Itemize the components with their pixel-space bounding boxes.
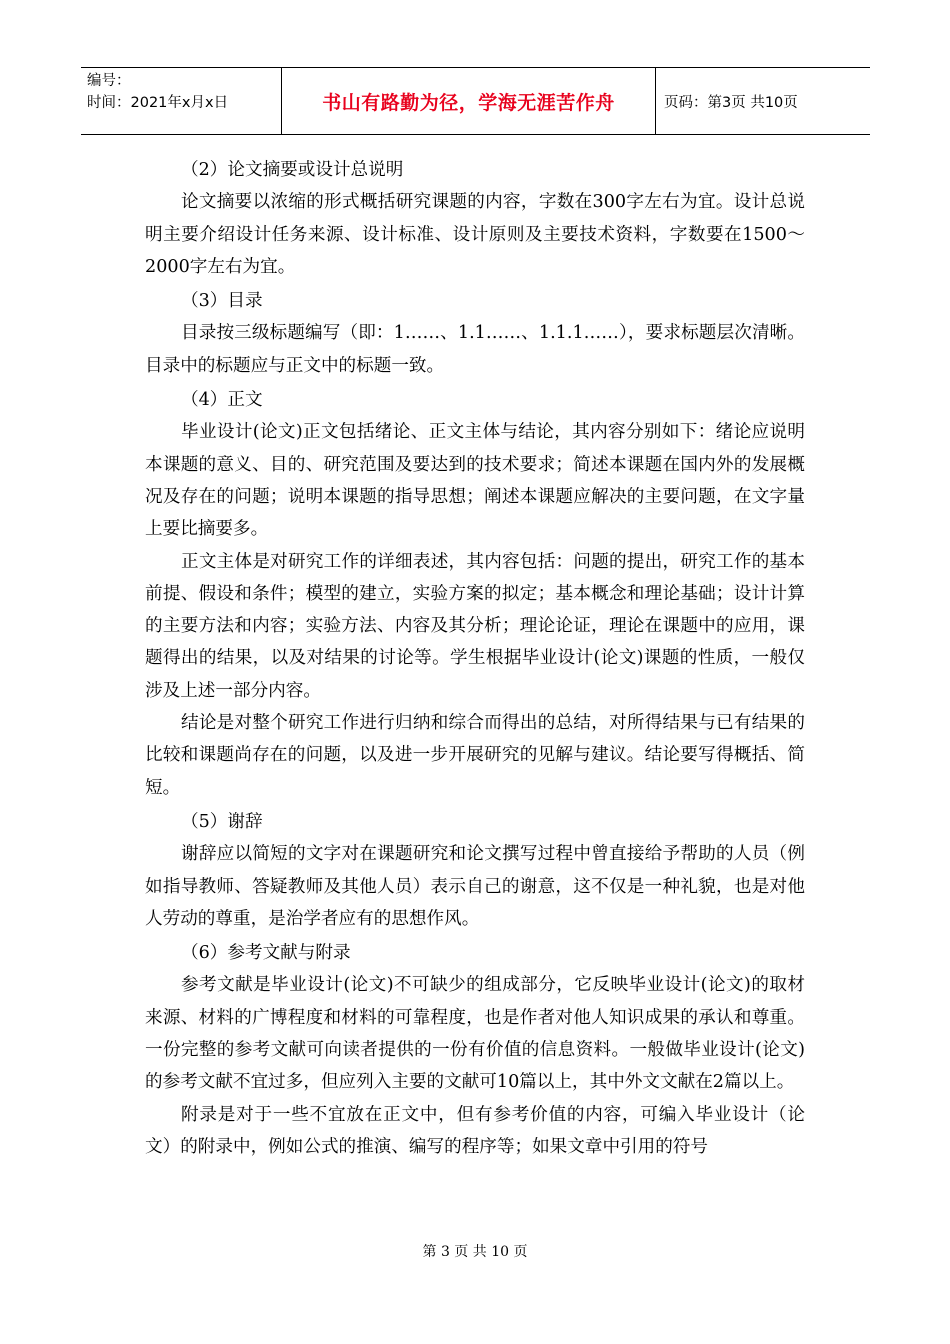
doc-number-label: 编号： (87, 73, 131, 89)
body-paragraph: 目录按三级标题编写（即：1……、1.1……、1.1.1……），要求标题层次清晰。目录中的标题应与正文中的标题一致。 (145, 323, 805, 376)
body-paragraph: 结论是对整个研究工作进行归纳和综合而得出的总结，对所得结果与已有结果的比较和课题尚存在的问题，以及进一步开展研究的见解与建议。结论要写得概括、简短。 (145, 713, 805, 798)
body-paragraph: 正文主体是对研究工作的详细表述，其内容包括：问题的提出，研究工作的基本前提、假设和条件；模型的建立，实验方案的拟定；基本概念和理论基础；设计计算的主要方法和内容；实验方法、内容及其分析；理论论证，理论在课题中的应用，课题得出的结果，以及对结果的讨论等。学生根据毕业设计(论文)课题的性质，一般仅涉及上述一部分内容。 (145, 551, 805, 701)
header-motto-cell (282, 68, 656, 134)
page-footer (0, 1241, 950, 1261)
body-paragraph: 论文摘要以浓缩的形式概括研究课题的内容，字数在300字左右为宜。设计总说明主要介绍设计任务来源、设计标准、设计原则及主要技术资料，字数要在1500～2000字左右为宜。 (145, 192, 805, 277)
page-header (81, 67, 870, 135)
body-paragraph: 参考文献是毕业设计(论文)不可缺少的组成部分，它反映毕业设计(论文)的取材来源、材料的广博程度和材料的可靠程度，也是作者对他人知识成果的承认和尊重。一份完整的参考文献可向读者提供的一份有价值的信息资料。一般做毕业设计(论文)的参考文献不宜过多，但应列入主要的文献可10篇以上，其中外文文献在2篇以上。 (145, 975, 805, 1093)
header-meta (81, 68, 282, 134)
doc-time-label: 时间：2021年x月x日 (87, 95, 229, 111)
section-heading: （3）目录 (181, 291, 263, 312)
section-heading: （5）谢辞 (181, 811, 263, 832)
footer-page-number: 第 3 页 共 10 页 (422, 1244, 528, 1260)
section-heading: （2）论文摘要或设计总说明 (181, 160, 404, 180)
body-paragraph: 附录是对于一些不宜放在正文中，但有参考价值的内容，可编入毕业设计（论文）的附录中，例如公式的推演、编写的程序等；如果文章中引用的符号 (145, 1104, 805, 1157)
document-body (145, 152, 805, 1163)
body-paragraph: 谢辞应以简短的文字对在课题研究和论文撰写过程中曾直接给予帮助的人员（例如指导教师、答疑教师及其他人员）表示自己的谢意，这不仅是一种礼貌，也是对他人劳动的尊重，是治学者应有的思想作风。 (145, 844, 805, 929)
body-paragraph: 毕业设计(论文)正文包括绪论、正文主体与结论，其内容分别如下：绪论应说明本课题的意义、目的、研究范围及要达到的技术要求；简述本课题在国内外的发展概况及存在的问题；说明本课题的指导思想；阐述本课题应解决的主要问题，在文字量上要比摘要多。 (145, 422, 805, 540)
header-page-info-cell (656, 68, 870, 134)
header-motto: 书山有路勤为径，学海无涯苦作舟 (322, 91, 615, 114)
section-heading: （6）参考文献与附录 (181, 943, 351, 964)
header-page-info: 页码：第3页 共10页 (664, 94, 798, 111)
section-heading: （4）正文 (181, 390, 263, 411)
